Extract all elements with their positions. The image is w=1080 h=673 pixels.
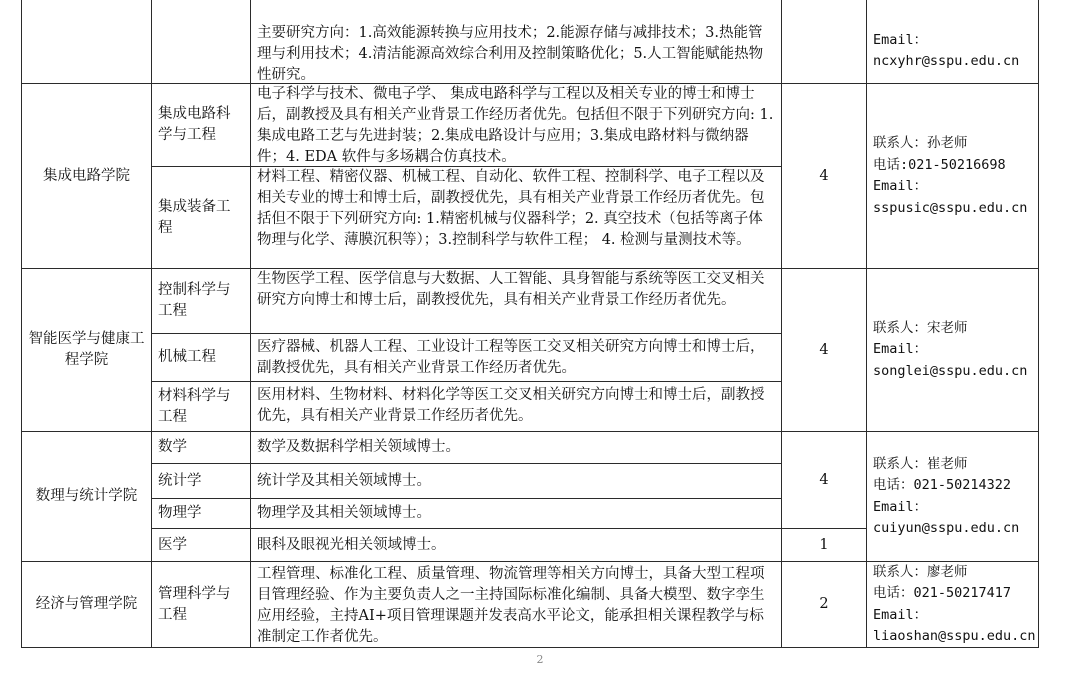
dept-econ-management: 管理科学与工程 — [151, 561, 251, 648]
contact-email-top: Email： ncxyhr@sspu.edu.cn — [866, 0, 1039, 84]
requirement-med-materials: 医用材料、生物材料、材料化学等医工交叉相关研究方向博士和博士后，副教授优先，具有相关产业背景工作经历者优先。 — [250, 381, 782, 432]
requirement-math-physics: 物理学及其相关领域博士。 — [250, 498, 782, 529]
dept-med-mechanical: 机械工程 — [151, 333, 251, 382]
college-name-math: 数理与统计学院 — [21, 431, 152, 562]
college-name-ic: 集成电路学院 — [21, 83, 152, 269]
requirement-math-medicine: 眼科及眼视光相关领域博士。 — [250, 528, 782, 562]
table-cell-dept-top — [151, 0, 251, 84]
position-count-econ: 2 — [781, 561, 867, 648]
requirement-econ-management: 工程管理、标准化工程、质量管理、物流管理等相关方向博士，具备大型工程项目管理经验、作为主要负责人之一主持国际标准化编制、具备大模型、数字孪生应用经验，主持AI+项目管理课题并发表高水平论文，能承担相关课程教学与标准制定工作者优先。 — [250, 561, 782, 648]
dept-med-control: 控制科学与工程 — [151, 268, 251, 334]
requirement-ic-science: 电子科学与技术、微电子学、 集成电路科学与工程以及相关专业的博士和博士后，副教授及具有相关产业背景工作经历者优先。包括但不限于下列研究方向: 1.集成电路工艺与先进封装；2.集成电路设计与应用；3.集成电路材料与微纳器件；4. EDA 软件与多场耦合仿真技术。 — [250, 83, 782, 167]
college-name-econ: 经济与管理学院 — [21, 561, 152, 648]
page-number: 2 — [536, 653, 544, 666]
college-name-med: 智能医学与健康工程学院 — [21, 268, 152, 432]
table-cell-count-top — [781, 0, 867, 84]
contact-info-econ: 联系人：廖老师 电话：021-50217417 Email： liaoshan@sspu.edu.cn — [866, 561, 1039, 648]
table-cell-college-top — [21, 0, 152, 84]
dept-ic-science: 集成电路科学与工程 — [151, 83, 251, 167]
contact-info-med: 联系人：宋老师 Email： songlei@sspu.edu.cn — [866, 268, 1039, 432]
research-direction-text: 主要研究方向：1.高效能源转换与应用技术；2.能源存储与减排技术；3.热能管理与利用技术；4.清洁能源高效综合利用及控制策略优化；5.人工智能赋能热物性研究。 — [250, 0, 782, 84]
dept-math-mathematics: 数学 — [151, 431, 251, 464]
position-count-math: 4 — [781, 431, 867, 529]
position-count-med: 4 — [781, 268, 867, 432]
requirement-math-mathematics: 数学及数据科学相关领域博士。 — [250, 431, 782, 464]
requirement-med-mechanical: 医疗器械、机器人工程、工业设计工程等医工交叉相关研究方向博士和博士后，副教授优先，具有相关产业背景工作经历者优先。 — [250, 333, 782, 382]
dept-ic-equipment: 集成装备工程 — [151, 166, 251, 269]
position-count-medicine: 1 — [781, 528, 867, 562]
dept-math-physics: 物理学 — [151, 498, 251, 529]
contact-info-ic: 联系人：孙老师 电话:021-50216698 Email： sspusic@sspu.edu.cn — [866, 83, 1039, 269]
contact-info-math: 联系人：崔老师 电话：021-50214322 Email： cuiyun@sspu.edu.cn — [866, 431, 1039, 562]
dept-math-medicine: 医学 — [151, 528, 251, 562]
dept-math-statistics: 统计学 — [151, 463, 251, 499]
requirement-math-statistics: 统计学及其相关领域博士。 — [250, 463, 782, 499]
position-count-ic: 4 — [781, 83, 867, 269]
requirement-ic-equipment: 材料工程、精密仪器、机械工程、自动化、软件工程、控制科学、电子工程以及相关专业的博士和博士后，副教授优先，具有相关产业背景工作经历者优先。包括但不限于下列研究方向: 1.精密机械与仪器科学；2. 真空技术（包括等离子体物理与化学、薄膜沉积等）；3.控制科学与软件工程； 4. 检测与量测技术等。 — [250, 166, 782, 269]
dept-med-materials: 材料科学与工程 — [151, 381, 251, 432]
requirement-med-control: 生物医学工程、医学信息与大数据、人工智能、具身智能与系统等医工交叉相关研究方向博士和博士后，副教授优先，具有相关产业背景工作经历者优先。 — [250, 268, 782, 334]
